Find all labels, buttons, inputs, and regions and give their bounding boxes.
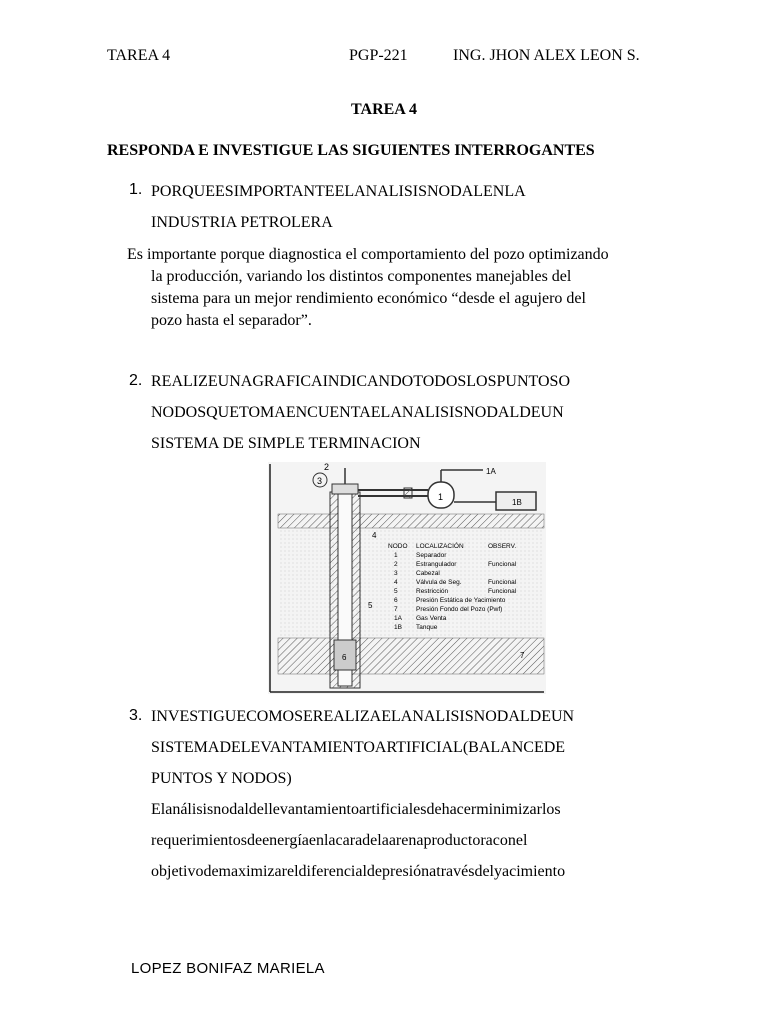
answer-3 bbox=[151, 794, 661, 887]
legend-node: 2 bbox=[394, 561, 398, 568]
word: DE bbox=[519, 404, 541, 421]
word: UN bbox=[540, 404, 564, 421]
word: en bbox=[308, 832, 324, 849]
word: LA bbox=[504, 183, 526, 200]
word: ES bbox=[215, 183, 234, 200]
legend-location: Separador bbox=[416, 552, 447, 559]
word: a bbox=[429, 863, 437, 880]
word: TODOS bbox=[413, 373, 467, 390]
word: INVESTIGUE bbox=[151, 708, 247, 725]
question-line bbox=[151, 366, 661, 397]
header-instructor: ING. JHON ALEX LEON S. bbox=[453, 47, 640, 64]
legend-node: 1B bbox=[394, 624, 402, 631]
node-label: 1A bbox=[486, 467, 496, 476]
word: con bbox=[492, 832, 516, 849]
legend-location: Tanque bbox=[416, 624, 438, 631]
legend-header: LOCALIZACIÓN bbox=[416, 543, 464, 550]
word: artificial bbox=[358, 801, 414, 818]
word: El bbox=[151, 801, 166, 818]
question-2-number: 2. bbox=[129, 372, 143, 389]
nodal-analysis-diagram bbox=[268, 462, 546, 694]
word: ANALISIS bbox=[390, 404, 464, 421]
word: diferencial bbox=[298, 863, 367, 880]
word: ARTIFICIAL bbox=[374, 739, 463, 756]
word: productora bbox=[423, 832, 493, 849]
node-label: 6 bbox=[342, 653, 347, 662]
answer-line bbox=[151, 794, 661, 825]
answer-line: pozo hasta el separador”. bbox=[151, 312, 312, 329]
header-left: TAREA 4 bbox=[107, 47, 171, 64]
question-line bbox=[151, 176, 661, 207]
word: NODAL bbox=[473, 708, 530, 725]
word: EL bbox=[370, 404, 391, 421]
node-label: 3 bbox=[317, 476, 323, 486]
question-3-number: 3. bbox=[129, 707, 143, 724]
word: la bbox=[323, 832, 336, 849]
answer-line: sistema para un mejor rendimiento económico “desde el agujero del bbox=[151, 290, 586, 307]
word: EL bbox=[334, 183, 355, 200]
word: el bbox=[286, 863, 299, 880]
word: arena bbox=[388, 832, 424, 849]
word: presión bbox=[382, 863, 430, 880]
node-label: 5 bbox=[368, 601, 373, 610]
question-line bbox=[151, 701, 661, 732]
instructions-heading: RESPONDA E INVESTIGUE LAS SIGUIENTES INTERROGANTES bbox=[107, 142, 595, 159]
word: IMPORTANTE bbox=[233, 183, 335, 200]
formation-layer bbox=[278, 638, 544, 674]
word: análisis bbox=[165, 801, 214, 818]
word: nodal bbox=[213, 801, 249, 818]
word: LEVANTAMIENTO bbox=[240, 739, 375, 756]
footer-author: LOPEZ BONIFAZ MARIELA bbox=[131, 960, 325, 977]
word: COMO bbox=[246, 708, 295, 725]
word: (BALANCE bbox=[462, 739, 544, 756]
word: UN bbox=[550, 708, 575, 725]
word: minimizar bbox=[476, 801, 542, 818]
page-title: TAREA 4 bbox=[351, 101, 417, 118]
word: hacer bbox=[441, 801, 477, 818]
word: QUE bbox=[206, 404, 240, 421]
word: los bbox=[541, 801, 561, 818]
question-line: SISTEMA DE SIMPLE TERMINACION bbox=[151, 435, 421, 452]
node-label: 1B bbox=[512, 498, 522, 507]
word: cara bbox=[335, 832, 363, 849]
node-label: 4 bbox=[372, 531, 377, 540]
word: O bbox=[558, 373, 571, 390]
legend-location: Cabezal bbox=[416, 570, 440, 577]
legend-header: NODO bbox=[388, 543, 408, 550]
word: INDICANDO bbox=[322, 373, 414, 390]
word: del bbox=[248, 801, 269, 818]
word: energía bbox=[262, 832, 309, 849]
legend-header: OBSERV. bbox=[488, 543, 517, 550]
legend-node: 3 bbox=[394, 570, 398, 577]
legend-location: Gas Venta bbox=[416, 615, 447, 622]
word: EN bbox=[483, 183, 505, 200]
word: de bbox=[366, 863, 383, 880]
word: objetivo bbox=[151, 863, 204, 880]
legend-node: 1 bbox=[394, 552, 398, 559]
word: la bbox=[377, 832, 389, 849]
word: ANALISIS bbox=[354, 183, 427, 200]
header-course-code: PGP-221 bbox=[349, 47, 408, 64]
legend-location: Estrangulador bbox=[416, 561, 457, 568]
word: SE bbox=[294, 708, 313, 725]
question-1-number: 1. bbox=[129, 181, 143, 198]
question-line: PUNTOS Y NODOS) bbox=[151, 770, 292, 787]
word: NODAL bbox=[427, 183, 483, 200]
question-1-text bbox=[151, 176, 661, 238]
wellhead bbox=[332, 484, 358, 494]
legend-location: Restricción bbox=[416, 588, 449, 595]
word: TOMA bbox=[239, 404, 286, 421]
word: NODOS bbox=[151, 404, 207, 421]
legend-observation: Funcional bbox=[488, 561, 517, 568]
word: CUENTA bbox=[307, 404, 371, 421]
word: REALIZE bbox=[151, 373, 218, 390]
legend-node: 5 bbox=[394, 588, 398, 595]
word: de bbox=[426, 801, 442, 818]
answer-line bbox=[151, 825, 661, 856]
word: POR bbox=[151, 183, 183, 200]
node-label: 1 bbox=[438, 492, 444, 502]
word: es bbox=[413, 801, 427, 818]
word: requerimientos bbox=[151, 832, 247, 849]
legend-node: 6 bbox=[394, 597, 398, 604]
word: ANALISIS bbox=[400, 708, 474, 725]
choke bbox=[404, 488, 412, 498]
word: REALIZA bbox=[312, 708, 382, 725]
word: DE bbox=[529, 708, 551, 725]
node-label: 7 bbox=[520, 651, 525, 660]
question-line: INDUSTRIA PETROLERA bbox=[151, 214, 333, 231]
word: través bbox=[436, 863, 475, 880]
answer-1 bbox=[127, 244, 667, 332]
legend-observation: Funcional bbox=[488, 588, 517, 595]
word: SISTEMA bbox=[151, 739, 220, 756]
answer-line bbox=[151, 856, 661, 887]
word: de bbox=[203, 863, 219, 880]
question-2-text bbox=[151, 366, 661, 459]
word: DE bbox=[543, 739, 566, 756]
word: levantamiento bbox=[268, 801, 359, 818]
node-label: 2 bbox=[324, 462, 330, 472]
legend-node: 7 bbox=[394, 606, 398, 613]
word: de bbox=[246, 832, 263, 849]
word: UNA bbox=[217, 373, 253, 390]
word: el bbox=[515, 832, 528, 849]
word: yacimiento bbox=[494, 863, 566, 880]
question-3-text bbox=[151, 701, 661, 794]
answer-line: la producción, variando los distintos componentes manejables del bbox=[151, 268, 572, 285]
ground-surface bbox=[278, 514, 544, 528]
word: EN bbox=[285, 404, 308, 421]
word: DE bbox=[219, 739, 241, 756]
word: GRAFICA bbox=[252, 373, 323, 390]
word: LOS bbox=[466, 373, 497, 390]
word: PUNTOS bbox=[496, 373, 559, 390]
question-line bbox=[151, 732, 661, 763]
legend-location: Presión Fondo del Pozo (Pwf) bbox=[416, 606, 503, 613]
legend-location: Presión Estática de Yacimiento bbox=[416, 597, 506, 604]
word: de bbox=[362, 832, 378, 849]
legend-node: 4 bbox=[394, 579, 398, 586]
word: maximizar bbox=[218, 863, 287, 880]
answer-line: Es importante porque diagnostica el comportamiento del pozo optimizando bbox=[127, 246, 609, 263]
question-line bbox=[151, 397, 661, 428]
word: NODAL bbox=[463, 404, 520, 421]
legend-location: Válvula de Seg. bbox=[416, 579, 462, 586]
word: QUE bbox=[182, 183, 216, 200]
word: del bbox=[474, 863, 494, 880]
word: EL bbox=[381, 708, 401, 725]
legend-node: 1A bbox=[394, 615, 402, 622]
legend-observation: Funcional bbox=[488, 579, 517, 586]
